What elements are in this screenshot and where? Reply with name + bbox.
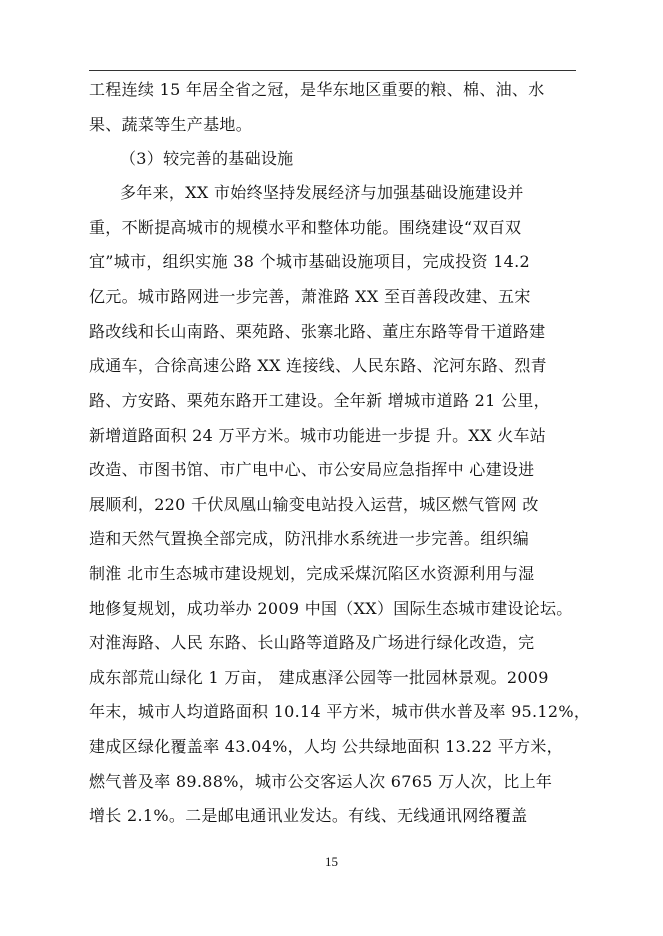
body-line-15: 制淮 北市生态城市建设规划，完成采煤沉陷区水资源利用与湿: [89, 564, 535, 583]
body-line-21: 燃气普及率 89.88%，城市公交客运人次 6765 万人次，比上年: [89, 772, 553, 791]
body-line-17: 对淮海路、人民 东路、长山路等道路及广场进行绿化改造，完: [89, 633, 535, 652]
section-heading: （3）较完善的基础设施: [120, 149, 294, 168]
body-line-8: 路改线和长山南路、栗苑路、张寨北路、董庄东路等骨干道路建: [89, 322, 546, 341]
body-line-7: 亿元。城市路网进一步完善，萧淮路 XX 至百善段改建、五宋: [89, 287, 531, 306]
body-line-14: 造和天然气置换全部完成，防汛排水系统进一步完善。组织编: [89, 529, 530, 548]
body-line-12: 改造、市图书馆、市广电中心、市公安局应急指挥中 心建设进: [89, 460, 535, 479]
header-rule: [89, 70, 576, 71]
body-line-2: 果、蔬菜等生产基地。: [89, 115, 253, 134]
body-line-6: 宜”城市，组织实施 38 个城市基础设施项目，完成投资 14.2: [89, 252, 531, 271]
body-line-4: 多年来，XX 市始终坚持发展经济与加强基础设施建设并: [120, 183, 524, 202]
body-line-16: 地修复规划，成功举办 2009 中国（XX）国际生态城市建设论坛。: [89, 599, 573, 618]
body-line-20: 建成区绿化覆盖率 43.04%，人均 公共绿地面积 13.22 平方米，: [89, 737, 563, 756]
body-line-11: 新增道路面积 24 万平方米。城市功能进一步提 升。XX 火车站: [89, 426, 547, 445]
body-line-9: 成通车，合徐高速公路 XX 连接线、人民东路、沱河东路、烈青: [89, 356, 547, 375]
body-line-5: 重，不断提高城市的规模水平和整体功能。围绕建设“双百双: [89, 218, 522, 237]
body-line-10: 路、方安路、栗苑东路开工建设。全年新 增城市道路 21 公里，: [89, 391, 550, 410]
body-line-13: 展顺利，220 千伏凤凰山输变电站投入运营，城区燃气管网 改: [89, 495, 539, 514]
body-line-18: 成东部荒山绿化 1 万亩， 建成惠泽公园等一批园林景观。2009: [89, 668, 549, 687]
page-number: 15: [325, 854, 338, 869]
body-line-19: 年末，城市人均道路面积 10.14 平方米，城市供水普及率 95.12%，: [89, 702, 591, 721]
body-line-1: 工程连续 15 年居全省之冠，是华东地区重要的粮、棉、油、水: [89, 80, 545, 99]
body-line-22: 增长 2.1%。二是邮电通讯业发达。有线、无线通讯网络覆盖: [89, 806, 528, 825]
